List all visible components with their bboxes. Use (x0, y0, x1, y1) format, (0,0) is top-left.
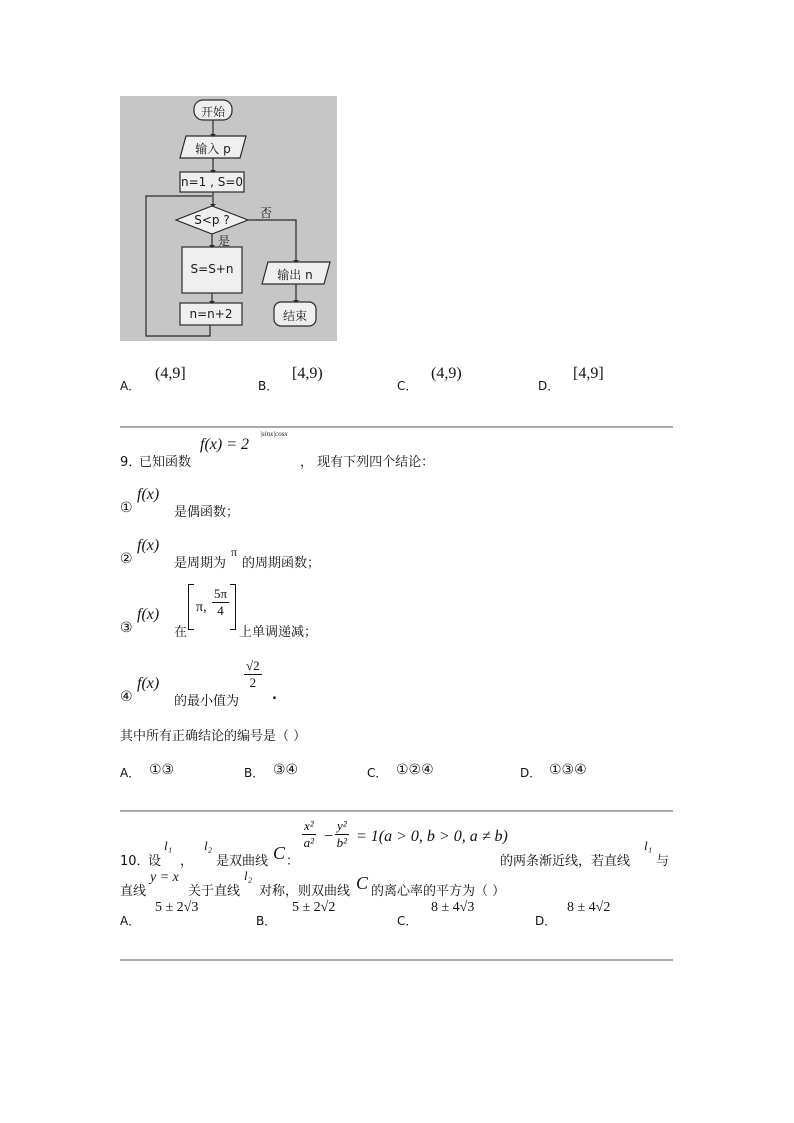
q10-option-d-value: 8 ± 4√2 (567, 900, 611, 915)
q10-text-b: 的两条渐近线，若直线 (500, 854, 631, 869)
flowchart-update-n-label: n=n+2 (189, 307, 233, 321)
q9-func: f(x) = 2 (200, 436, 249, 453)
q10-frac-x (302, 818, 316, 851)
q9-intro-tail: ， 现有下列四个结论： (300, 455, 435, 470)
q10-line2-c: 对称，则双曲线 (259, 884, 351, 899)
divider-1 (120, 426, 673, 428)
q9-s4-frac-num: √2 (246, 658, 260, 673)
q9-s4-mark: ④ (120, 689, 133, 705)
q9-s3-interval-left: π, (196, 600, 207, 615)
q9-prompt: 其中所有正确结论的编号是（ ） (120, 729, 307, 744)
q9-s4-text-a: 的最小值为 (174, 694, 240, 709)
flowchart-yes-label: 是 (218, 234, 231, 248)
q9-s2-mark: ② (120, 551, 133, 567)
q9-s2-pi: π (231, 545, 238, 559)
q9-s4-frac (244, 658, 262, 691)
q8-option-b-letter: B． (258, 379, 279, 393)
q10-curve-c: C (273, 843, 286, 863)
right-bracket (230, 584, 236, 630)
q10-l2: l₂ (204, 838, 213, 853)
q9-number: 9． (120, 455, 142, 470)
q10-colon: ： (286, 854, 300, 869)
q10-line2-a: 直线 (120, 884, 147, 899)
q8-option-a-value: (4,9] (155, 365, 186, 382)
q10-frac-y (335, 818, 349, 851)
q10-number: 10． (120, 854, 150, 869)
q8-option-d-letter: D． (538, 379, 560, 393)
q9-intro: 已知函数 (139, 455, 192, 470)
flowchart-end-label: 结束 (282, 309, 307, 323)
q8-option-a-letter: A． (120, 379, 141, 393)
q10-eq-tail: = 1(a > 0, b > 0, a ≠ b) (356, 828, 508, 845)
q9-s2-text-b: 的周期函数； (242, 556, 321, 571)
flowchart-condition-label: S<p ? (194, 213, 230, 227)
q9-option-c-letter: C． (367, 766, 388, 780)
q8-option-c-value: (4,9) (431, 365, 462, 382)
flowchart-image (120, 96, 337, 341)
flowchart-input-label: 输入 p (195, 142, 231, 156)
q10-l2-b: l₂ (244, 868, 253, 883)
q10-l1: l₁ (164, 838, 173, 853)
flowchart-no-label: 否 (260, 206, 273, 220)
q9-s3-frac-den: 4 (217, 603, 224, 618)
q10-comma: ， (180, 854, 194, 869)
q10-a2: a² (303, 835, 315, 850)
q9-s3-interval (188, 584, 236, 632)
q10-minus: − (324, 828, 334, 845)
q10-option-b-letter: B． (256, 914, 277, 928)
q10-curve-c-b: C (356, 873, 369, 893)
left-bracket (188, 584, 194, 630)
q9-s3-text-b: 上单调递减； (239, 625, 318, 640)
q10-l1-b: l₁ (644, 838, 653, 853)
q9-exponent: |sinx|cosx (260, 430, 288, 438)
flowchart-start-label: 开始 (200, 105, 225, 119)
q8-option-c-letter: C． (397, 379, 418, 393)
divider-2 (120, 810, 673, 812)
q10-she: 设 (148, 854, 162, 869)
q9-option-a-letter: A． (120, 766, 141, 780)
q9-s3-text-a: 在 (174, 625, 188, 640)
q9-option-a-value: ①③ (149, 762, 175, 778)
q10-option-a-letter: A． (120, 914, 141, 928)
q9-s3-fx: f(x) (137, 606, 160, 623)
q9-option-b-letter: B． (244, 766, 265, 780)
q9-s4-frac-den: 2 (249, 675, 257, 690)
q9-s2-fx: f(x) (137, 537, 160, 554)
q10-option-a-value: 5 ± 2√3 (155, 900, 199, 915)
q10-b2: b² (336, 835, 348, 850)
q10-line2-d: 的离心率的平方为（ ） (371, 884, 506, 899)
q9-s3-frac (212, 586, 229, 619)
q10-option-b-value: 5 ± 2√2 (292, 900, 336, 915)
q8-option-b-value: [4,9) (292, 365, 323, 382)
q9-s4-fx: f(x) (137, 675, 160, 692)
flowchart-update-s-label: S=S+n (190, 262, 234, 276)
q10-option-c-letter: C． (397, 914, 418, 928)
q9-s2-text-a: 是周期为 (174, 556, 227, 571)
flowchart-init-label: n=1 , S=0 (180, 175, 244, 189)
q9-s1-mark: ① (120, 500, 133, 516)
q9-s3-mark: ③ (120, 620, 133, 636)
q10-y2: y² (337, 818, 347, 833)
q9-option-c-value: ①②④ (396, 762, 434, 778)
q10-text-b2: 与 (656, 854, 670, 869)
q10-text-a: 是双曲线 (216, 854, 269, 869)
q10-option-c-value: 8 ± 4√3 (431, 900, 475, 915)
q8-option-d-value: [4,9] (573, 365, 604, 382)
q9-option-d-value: ①③④ (549, 762, 587, 778)
q9-s1-text: 是偶函数； (174, 505, 240, 520)
q9-option-d-letter: D． (520, 766, 542, 780)
q10-option-d-letter: D． (535, 914, 557, 928)
q9-s3-frac-num: 5π (214, 586, 228, 601)
q9-option-b-value: ③④ (273, 762, 299, 778)
q10-x2: x² (304, 818, 314, 833)
flowchart-output-label: 输出 n (277, 268, 313, 282)
q9-s1-fx: f(x) (137, 486, 160, 503)
q10-yx: y = x (150, 870, 179, 885)
q9-s4-end: . (272, 688, 277, 703)
q10-line2-b: 关于直线 (188, 884, 241, 899)
divider-3 (120, 959, 673, 961)
